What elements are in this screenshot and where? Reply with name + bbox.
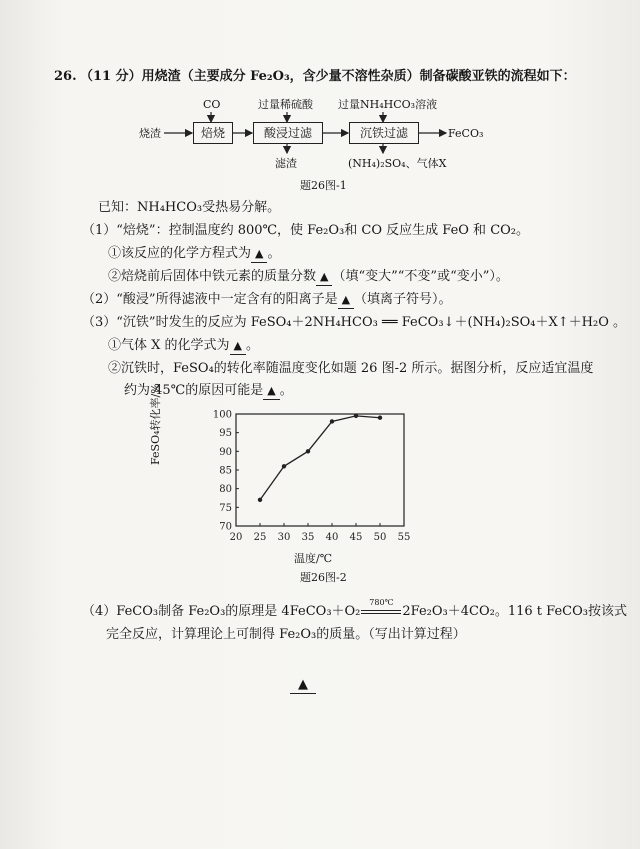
- data-point: [258, 498, 262, 502]
- answer-blank-q3a[interactable]: ▲: [230, 338, 246, 355]
- x-tick-label: 30: [277, 532, 291, 543]
- flow-diagram: [0, 0, 640, 200]
- q1-part-b: [108, 269, 509, 286]
- q4-line1: [82, 598, 627, 620]
- q3-part-b-line2: 约为 45℃的原因可能是 ▲ 。: [124, 383, 293, 398]
- q1-part-b-hint: （填“变大”“不变”或“变小”）。: [332, 269, 509, 284]
- chart-frame: [236, 414, 404, 526]
- x-tick-label: 45: [349, 532, 363, 543]
- known-fact: 已知：NH₄HCO₃受热易分解。: [98, 200, 281, 215]
- data-point: [282, 464, 286, 468]
- flow-reagent-co: CO: [203, 98, 221, 111]
- data-point: [330, 419, 334, 423]
- flow-caption: 题26图-1: [300, 179, 347, 192]
- flow-output-filtrate: (NH₄)₂SO₄、气体X: [348, 157, 447, 170]
- y-tick-label: 100: [212, 409, 232, 421]
- x-tick-label: 40: [325, 532, 339, 543]
- q1-stem: （1）“焙烧”：控制温度约 800℃，使 Fe₂O₃和 CO 反应生成 FeO 和 CO₂。: [82, 223, 530, 238]
- flow-reagent-nh4hco3: 过量NH₄HCO₃溶液: [338, 98, 438, 111]
- q2-hint: （填离子符号）。: [354, 292, 452, 307]
- x-tick-label: 25: [253, 532, 267, 543]
- q3-part-a-text: ①气体 X 的化学式为: [108, 338, 230, 353]
- flow-start: 烧渣: [139, 127, 161, 140]
- data-point: [306, 449, 310, 453]
- chart-y-axis-label: FeSO₄转化率/%: [149, 383, 162, 465]
- q1-part-b-text: ②焙烧前后固体中铁元素的质量分数: [108, 269, 317, 284]
- flow-reagent-acid: 过量稀硫酸: [258, 98, 313, 111]
- question-intro: （11 分）用烧渣（主要成分 Fe₂O₃，含少量不溶性杂质）制备碳酸亚铁的流程如下：: [80, 69, 576, 84]
- q3-stem: （3）“沉铁”时发生的反应为 FeSO₄＋2NH₄HCO₃ ══ FeCO₃↓＋(NH₄)₂SO₄＋X↑＋H₂O 。: [82, 315, 626, 330]
- answer-blank-q1a[interactable]: ▲: [251, 246, 267, 263]
- answer-blank-q1b[interactable]: ▲: [316, 269, 332, 286]
- chart-caption: 题26图-2: [300, 571, 347, 584]
- series-line: [260, 416, 380, 500]
- x-tick-label: 50: [373, 532, 387, 543]
- y-tick-label: 70: [219, 521, 232, 533]
- q4-line2: 完全反应，计算理论上可制得 Fe₂O₃的质量。（写出计算过程）: [106, 627, 466, 642]
- chart-x-axis-label: 温度/℃: [294, 552, 333, 565]
- flow-output-residue: 滤渣: [275, 157, 297, 170]
- question-number: 26.: [54, 69, 77, 84]
- y-tick-label: 75: [219, 502, 232, 514]
- flow-end: FeCO₃: [448, 127, 484, 140]
- x-tick-label: 20: [229, 532, 243, 543]
- x-tick-label: 55: [397, 532, 411, 543]
- q4-text-a: （4）FeCO₃制备 Fe₂O₃的原理是 4FeCO₃＋O₂: [82, 604, 361, 619]
- y-tick-label: 80: [219, 484, 232, 496]
- answer-blank-q3b[interactable]: ▲: [263, 383, 279, 400]
- answer-blank-q4[interactable]: ▲: [290, 677, 316, 694]
- q1-part-a: ①该反应的化学方程式为 ▲ 。: [108, 246, 281, 261]
- flow-box-roast: 焙烧: [193, 122, 233, 144]
- flow-box-acid-leach: 酸浸过滤: [253, 122, 323, 144]
- q2: [82, 292, 452, 309]
- reaction-condition: [360, 598, 402, 620]
- q3-part-a: ①气体 X 的化学式为 ▲ 。: [108, 338, 260, 353]
- y-tick-label: 95: [219, 428, 232, 440]
- q4-text-b: 2Fe₂O₃＋4CO₂。116 t FeCO₃按该式: [402, 604, 627, 619]
- data-point: [378, 416, 382, 420]
- x-tick-label: 35: [301, 532, 315, 543]
- q1-part-a-text: ①该反应的化学方程式为: [108, 246, 252, 261]
- q2-text: （2）“酸浸”所得滤液中一定含有的阳离子是: [82, 292, 338, 307]
- data-point: [354, 414, 358, 418]
- q3-part-b-text: 约为 45℃的原因可能是: [124, 383, 264, 398]
- condition-temperature: 780℃: [369, 598, 394, 607]
- y-tick-label: 85: [219, 465, 232, 477]
- q3-part-b-line1: ②沉铁时，FeSO₄的转化率随温度变化如题 26 图-2 所示。据图分析，反应适宜温度: [108, 361, 594, 376]
- q4-answer-area: [290, 677, 316, 694]
- answer-blank-q2[interactable]: ▲: [338, 292, 354, 309]
- flow-box-precipitate: 沉铁过滤: [349, 122, 419, 144]
- y-tick-label: 90: [219, 446, 232, 458]
